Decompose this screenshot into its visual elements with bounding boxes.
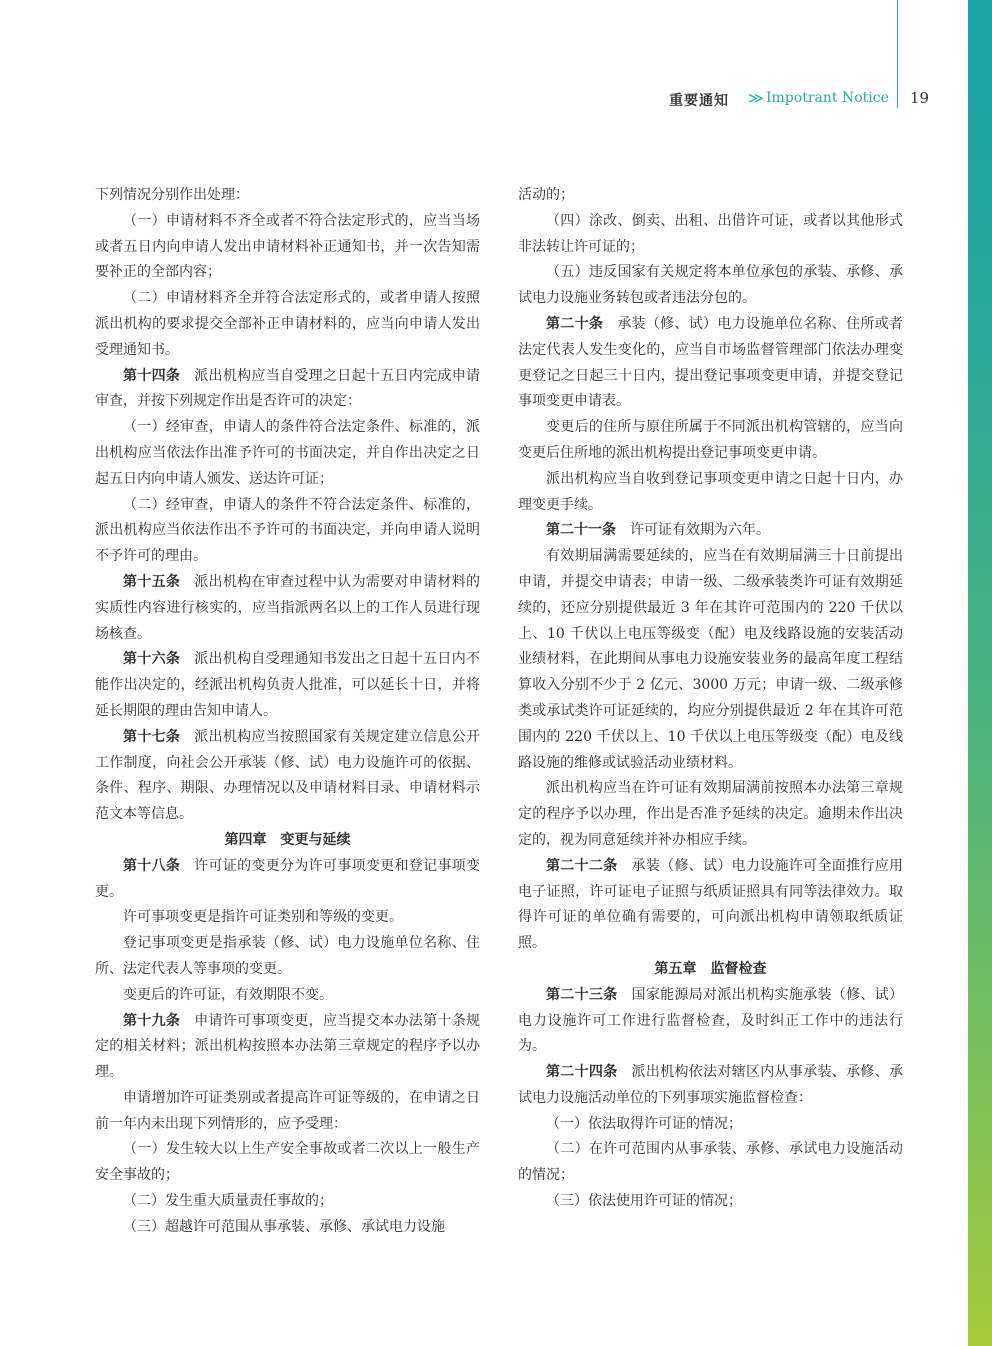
paragraph	[95, 1086, 480, 1138]
paragraph	[95, 415, 480, 492]
chapter-heading: 第五章 监督检查	[654, 960, 767, 977]
paragraph	[518, 776, 903, 853]
paragraph-text: 派出机构应当按照国家有关规定建立信息公开工作制度，向社会公开承装（修、试）电力设施许可的依据、条件、程序、期限、办理情况以及申请材料目录、申请材料示范文本等信息。	[95, 728, 481, 823]
paragraph	[95, 183, 480, 209]
paragraph-text: 变更后的许可证，有效期限不变。	[123, 986, 333, 1003]
paragraph	[518, 415, 903, 467]
paragraph	[95, 931, 480, 983]
paragraph-text: 派出机构应当自受理之日起十五日内完成申请审查，并按下列规定作出是否许可的决定：	[95, 367, 481, 410]
paragraph	[518, 1060, 903, 1112]
article-number: 第十六条	[123, 651, 181, 668]
paragraph-text: （三）依法使用许可证的情况；	[546, 1193, 742, 1210]
paragraph-text: （一）依法取得许可证的情况；	[546, 1115, 742, 1132]
paragraph-text: 派出机构应当自收到登记事项变更申请之日起十日内，办理变更手续。	[518, 470, 903, 513]
paragraph	[95, 905, 480, 931]
decorative-gradient-bar	[968, 0, 992, 1346]
paragraph-text: 许可证有效期为六年。	[630, 522, 770, 539]
paragraph-text: 下列情况分别作出处理：	[95, 187, 249, 203]
paragraph-text: （二）经审查，申请人的条件不符合法定条件、标准的，派出机构应当依法作出不予许可的书面决定，并向申请人说明不予许可的理由。	[95, 496, 480, 565]
paragraph	[518, 260, 903, 312]
article-number: 第十七条	[123, 728, 181, 745]
paragraph	[95, 647, 480, 724]
paragraph	[95, 725, 480, 828]
article-number: 第十五条	[123, 573, 181, 590]
article-number: 第十四条	[123, 367, 181, 384]
article-number: 第二十一条	[546, 522, 616, 539]
page-number: 19	[910, 89, 930, 107]
paragraph-text: 许可证的变更分为许可事项变更和登记事项变更。	[95, 857, 481, 900]
paragraph-text: 派出机构应当在许可证有效期届满前按照本办法第三章规定的程序予以办理，作出是否准予延续的决定。逾期未作出决定的，视为同意延续并补办相应手续。	[518, 780, 903, 848]
running-header	[600, 88, 932, 112]
paragraph-text: （四）涂改、倒卖、出租、出借许可证，或者以其他形式非法转让许可证的；	[518, 212, 903, 255]
paragraph	[95, 1189, 480, 1215]
paragraph	[518, 183, 903, 209]
paragraph	[518, 467, 903, 519]
article-number: 第二十条	[546, 315, 604, 332]
paragraph-text: （二）发生重大质量责任事故的；	[123, 1193, 333, 1210]
paragraph	[518, 983, 903, 1060]
paragraph-text: 申请许可事项变更，应当提交本办法第十条规定的相关材料；派出机构按照本办法第三章规定的程序予以办理。	[95, 1012, 481, 1081]
paragraph-text: （三）超越许可范围从事承装、承修、承试电力设施	[123, 1218, 445, 1235]
paragraph	[95, 1215, 480, 1241]
paragraph-text: 有效期届满需要延续的，应当在有效期届满三十日前提出申请，并提交申请表；申请一级、二级承装类许可证有效期延续的，还应分别提供最近 3 年在其许可范围内的 220 千伏以上、10 千伏以上电压等级变（配）电及线路设施的安装活动业绩材料，在此期间从事电力设施安装业务的最高年度工程结算收入分别不少于 2 亿元、3000 万元；申请一级、二级承修类或承试类许可证延续的，均应分别提供最近 2 年在其许可范围内的 220 千伏以上、10 千伏以上电压等级变（配）电及线路设施的维修或试验活动业绩材料。	[518, 548, 903, 771]
right-text-column	[518, 183, 903, 1215]
article-number: 第十八条	[123, 857, 181, 874]
paragraph-text: 派出机构依法对辖区内从事承装、承修、承试电力设施活动单位的下列事项实施监督检查：	[518, 1064, 904, 1106]
paragraph	[518, 209, 903, 261]
paragraph-text: 变更后的住所与原住所属于不同派出机构管辖的，应当向变更后住所地的派出机构提出登记事项变更申请。	[518, 419, 903, 461]
paragraph	[95, 1009, 480, 1086]
paragraph	[95, 854, 480, 906]
paragraph-text: （一）申请材料不齐全或者不符合法定形式的，应当当场或者五日内向申请人发出申请材料补正通知书，并一次告知需要补正的全部内容；	[95, 212, 480, 281]
paragraph	[518, 544, 903, 776]
header-title-en: Impotrant Notice	[766, 90, 889, 106]
paragraph	[518, 1112, 903, 1138]
double-chevron-icon: ≫	[748, 89, 764, 107]
paragraph	[518, 854, 903, 957]
paragraph-text: （五）违反国家有关规定将本单位承包的承装、承修、承试电力设施业务转包或者违法分包的。	[518, 264, 903, 307]
paragraph-text: 承装（修、试）电力设施单位名称、住所或者法定代表人发生变化的，应当自市场监督管理部门依法办理变更登记之日起三十日内，提出登记事项变更申请，并提交登记事项变更申请表。	[518, 315, 904, 410]
paragraph	[518, 1137, 903, 1189]
paragraph	[95, 286, 480, 363]
paragraph	[518, 518, 903, 544]
paragraph	[95, 1137, 480, 1189]
paragraph-text: 许可事项变更是指许可证类别和等级的变更。	[123, 909, 403, 926]
chapter-heading: 第四章 变更与延续	[224, 831, 351, 848]
paragraph-text: 派出机构自受理通知书发出之日起十五日内不能作出决定的，经派出机构负责人批准，可以延长十日，并将延长期限的理由告知申请人。	[95, 651, 481, 719]
article-number: 第十九条	[123, 1012, 181, 1029]
article-number: 第二十二条	[546, 857, 618, 874]
paragraph-text: （二）在许可范围内从事承装、承修、承试电力设施活动的情况；	[518, 1141, 903, 1184]
left-text-column	[95, 183, 480, 1241]
paragraph-text: 申请增加许可证类别或者提高许可证等级的，在申请之日前一年内未出现下列情形的，应予受理：	[95, 1089, 480, 1132]
paragraph-text: 国家能源局对派出机构实施承装（修、试）电力设施许可工作进行监督检查，及时纠正工作中的违法行为。	[518, 986, 904, 1055]
paragraph-text: 承装（修、试）电力设施许可全面推行应用电子证照，许可证电子证照与纸质证照具有同等法律效力。取得许可证的单位确有需要的，可向派出机构申请领取纸质证照。	[518, 857, 904, 952]
paragraph	[95, 364, 480, 416]
article-number: 第二十四条	[546, 1064, 618, 1081]
paragraph	[518, 1189, 903, 1215]
paragraph	[518, 312, 903, 415]
paragraph-text: 登记事项变更是指承装（修、试）电力设施单位名称、住所、法定代表人等事项的变更。	[95, 935, 480, 977]
paragraph-text: （一）经审查，申请人的条件符合法定条件、标准的，派出机构应当依法作出准予许可的书面决定，并自作出决定之日起五日内向申请人颁发、送达许可证；	[95, 419, 480, 487]
paragraph	[95, 209, 480, 286]
header-title-cn: 重要通知	[669, 93, 729, 109]
paragraph-text: （二）申请材料齐全并符合法定形式的，或者申请人按照派出机构的要求提交全部补正申请材料的，应当向申请人发出受理通知书。	[95, 290, 480, 358]
paragraph	[95, 493, 480, 570]
paragraph-text: 派出机构在审查过程中认为需要对申请材料的实质性内容进行核实的，应当指派两名以上的工作人员进行现场核查。	[95, 573, 481, 642]
paragraph	[95, 983, 480, 1009]
article-number: 第二十三条	[546, 986, 618, 1003]
paragraph	[95, 570, 480, 647]
paragraph-text: 活动的；	[518, 187, 574, 203]
paragraph-text: （一）发生较大以上生产安全事故或者二次以上一般生产安全事故的；	[95, 1141, 480, 1184]
